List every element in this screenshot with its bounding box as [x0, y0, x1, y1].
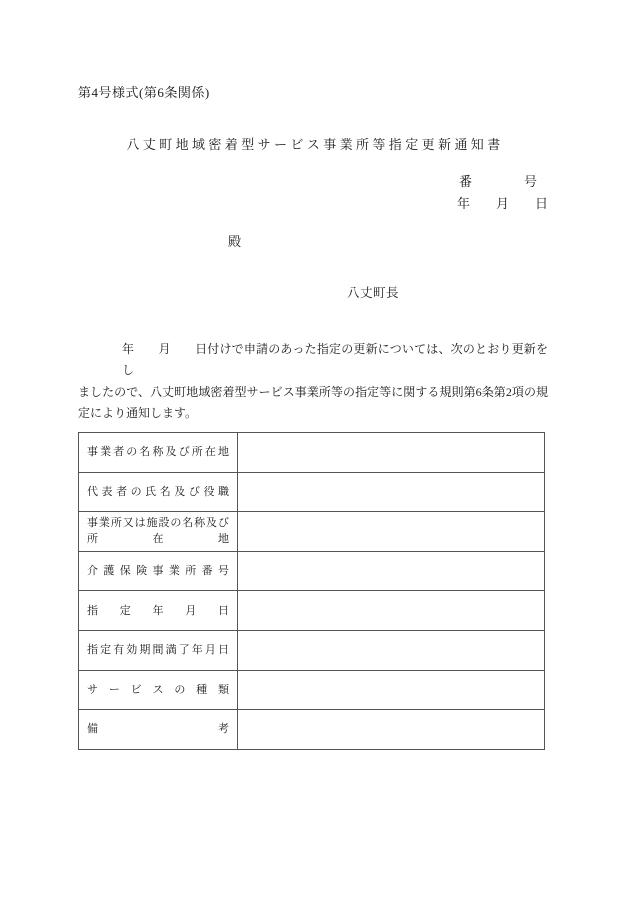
row-label: 指定有効期間満了年月日: [87, 644, 229, 657]
row-value-cell: [238, 551, 545, 591]
row-label: 事業者の名称及び所在地: [87, 446, 229, 459]
row-value-cell: [238, 710, 545, 750]
row-label-cell: [79, 591, 238, 631]
table-row: [79, 710, 545, 750]
row-label-cell: [79, 551, 238, 591]
document-title: 八丈町地域密着型サービス事業所等指定更新通知書: [126, 137, 504, 152]
row-value-cell: [238, 433, 545, 473]
row-label: 指定年月日: [87, 604, 229, 617]
body-line-3: 定により通知します。: [78, 406, 198, 421]
row-label-cell: [79, 670, 238, 710]
row-value-cell: [238, 630, 545, 670]
table-row: [79, 512, 545, 552]
body-line-2: ましたので、八丈町地域密着型サービス事業所等の指定等に関する規則第6条第2項の規: [78, 384, 548, 399]
row-label: 備考: [87, 723, 229, 736]
row-value-cell: [238, 512, 545, 552]
row-label: サービスの種類: [87, 683, 229, 696]
row-label-cell: [79, 472, 238, 512]
row-label: 介護保険事業所番号: [87, 565, 229, 578]
body-line-1: 年 月 日付けで申請のあった指定の更新については、次のとおり更新をし: [122, 342, 548, 378]
table-row: [79, 433, 545, 473]
row-label-cell: [79, 512, 238, 552]
table-row: [79, 551, 545, 591]
row-label-cell: [79, 433, 238, 473]
designation-table: [78, 432, 545, 750]
row-value-cell: [238, 591, 545, 631]
sender-title: 八丈町長: [347, 286, 400, 300]
row-label-cell: [79, 630, 238, 670]
date-line: 年 月 日: [456, 196, 548, 211]
reference-block: [457, 171, 556, 215]
row-value-cell: [238, 670, 545, 710]
body-paragraph: [78, 339, 548, 425]
row-label-cell: [79, 710, 238, 750]
table-row: [79, 670, 545, 710]
table-row: [79, 472, 545, 512]
row-label-line-2: 所在地: [87, 533, 229, 546]
table-row: [79, 630, 545, 670]
form-number: 第4号様式(第6条関係): [78, 85, 210, 100]
reference-number-line: 番 号: [458, 174, 537, 189]
row-label-line-1: 事業所又は施設の名称及び: [87, 517, 229, 530]
table-row: [79, 591, 545, 631]
row-label: 代表者の氏名及び役職: [87, 485, 229, 498]
row-value-cell: [238, 472, 545, 512]
addressee-honorific: 殿: [228, 234, 242, 249]
